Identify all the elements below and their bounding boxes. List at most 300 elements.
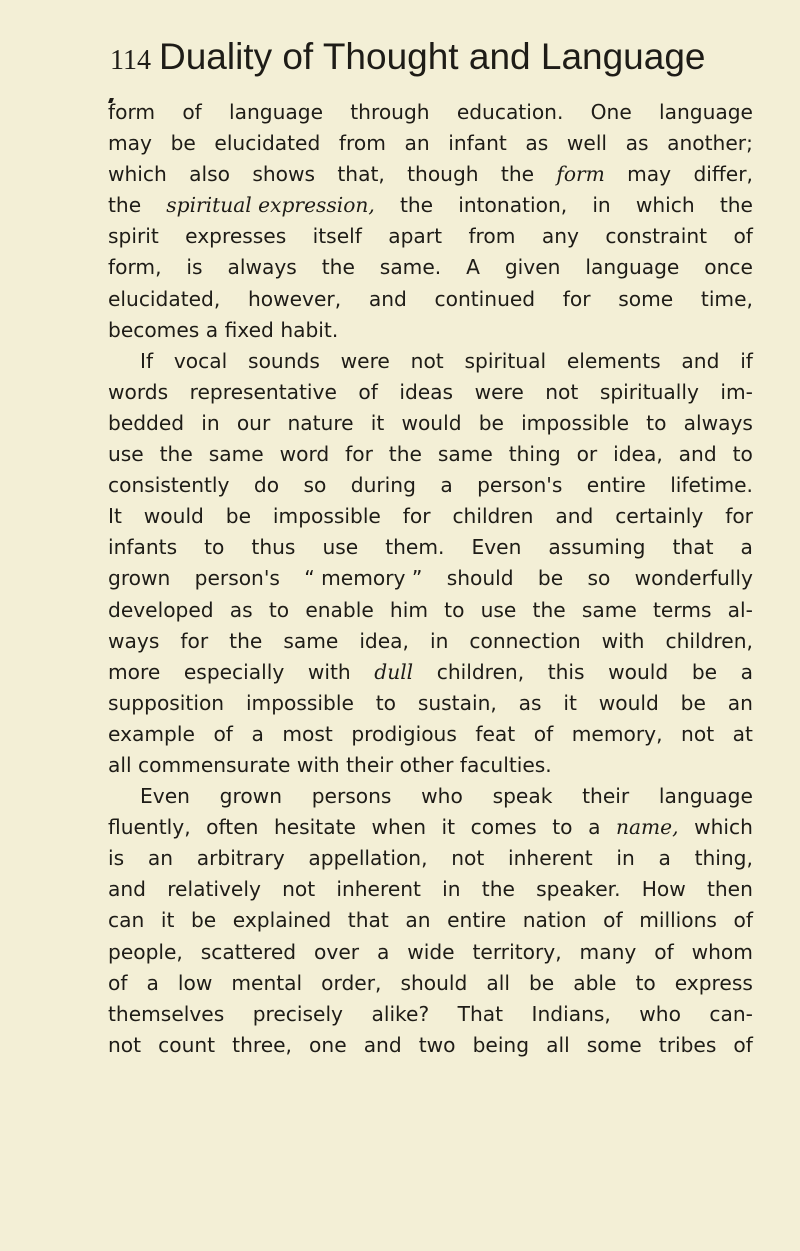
word: some <box>586 1032 642 1057</box>
text-line <box>108 408 753 439</box>
word: wonderfully <box>634 566 753 591</box>
word: one <box>309 1032 347 1057</box>
text-line <box>108 843 753 874</box>
word: the <box>321 255 355 280</box>
word: many <box>579 939 637 964</box>
word: Even <box>140 784 190 809</box>
word: a <box>205 317 219 342</box>
word: commensurate <box>138 752 291 777</box>
body-text <box>108 97 753 1061</box>
word: another; <box>667 131 753 156</box>
word: terms <box>653 597 712 622</box>
word: low <box>177 970 213 995</box>
word: bedded <box>108 410 185 435</box>
word: nature <box>287 410 354 435</box>
word: an <box>147 846 174 871</box>
word: name, <box>615 815 679 840</box>
word: al- <box>727 597 753 622</box>
word: the <box>399 193 434 218</box>
word: to <box>635 970 656 995</box>
word: alike? <box>371 1001 430 1026</box>
word: then <box>706 877 753 902</box>
word: to <box>204 535 225 560</box>
word: a <box>740 535 753 560</box>
word: person's <box>194 566 280 591</box>
word: arbitrary <box>196 846 285 871</box>
word: elucidated <box>214 131 321 156</box>
word: a <box>658 846 671 871</box>
word: A <box>466 255 480 280</box>
word: children, <box>665 628 753 653</box>
word: elements <box>566 348 661 373</box>
word: dull <box>374 659 414 684</box>
running-head <box>110 36 760 78</box>
word: it <box>370 410 385 435</box>
word: connection <box>469 628 581 653</box>
word: It <box>108 504 122 529</box>
word: three, <box>232 1032 292 1057</box>
word: and <box>681 348 720 373</box>
word: being <box>472 1032 530 1057</box>
word: apart <box>388 224 443 249</box>
word: is <box>186 255 203 280</box>
word: as <box>518 690 542 715</box>
word: not <box>545 379 579 404</box>
word: ideas <box>399 379 454 404</box>
word: precisely <box>252 1001 343 1026</box>
word: any <box>541 224 579 249</box>
word: be <box>528 970 555 995</box>
text-line <box>108 563 753 594</box>
word: for <box>725 504 753 529</box>
word: able <box>573 970 617 995</box>
word: enable <box>305 597 374 622</box>
word: form <box>556 162 605 187</box>
word: shows <box>252 162 316 187</box>
word: an <box>404 131 430 156</box>
word: or <box>576 442 598 467</box>
word: feat <box>475 721 516 746</box>
word: thing <box>508 442 561 467</box>
word: differ, <box>693 162 753 187</box>
word: prodigious <box>351 721 457 746</box>
word: example <box>108 721 195 746</box>
word: idea, <box>359 628 409 653</box>
word: in <box>201 410 220 435</box>
word: to <box>552 815 573 840</box>
word: same <box>208 442 264 467</box>
word: of <box>182 100 202 124</box>
word: it <box>563 690 577 715</box>
word: person's <box>477 473 563 498</box>
text-line <box>108 128 753 159</box>
word: for <box>402 504 431 529</box>
word: a <box>440 473 453 498</box>
word: always <box>683 410 753 435</box>
word: of <box>358 379 378 404</box>
text-line <box>108 968 753 999</box>
word: hesitate <box>273 815 356 840</box>
word: an <box>405 908 431 933</box>
word: through <box>350 100 430 124</box>
word: That <box>457 1001 504 1026</box>
text-line <box>108 284 753 315</box>
word: and <box>368 286 407 311</box>
word: would <box>608 659 669 684</box>
word: territory, <box>472 939 562 964</box>
word: in <box>442 877 461 902</box>
word: thus <box>251 535 296 560</box>
word: vocal <box>173 348 228 373</box>
word: speak <box>492 784 553 809</box>
word: be <box>190 908 217 933</box>
word: of <box>733 1032 753 1057</box>
word: can- <box>709 1001 753 1026</box>
word: be <box>537 566 564 591</box>
word: mental <box>231 970 303 995</box>
word: language <box>658 784 753 809</box>
text-line <box>108 750 753 781</box>
word: also <box>189 162 230 187</box>
word: inherent <box>508 846 593 871</box>
word: for <box>562 286 591 311</box>
word: during <box>350 473 416 498</box>
word: of <box>213 721 233 746</box>
word: habit. <box>280 317 339 342</box>
word: in <box>429 628 449 653</box>
word: not <box>681 721 715 746</box>
word: fluently, <box>108 815 191 840</box>
word: infant <box>448 131 507 156</box>
word: representative <box>189 379 337 404</box>
word: education. <box>456 100 564 124</box>
word: well <box>566 131 608 156</box>
word: tribes <box>658 1032 717 1057</box>
word: supposition <box>108 690 225 715</box>
word: of <box>654 939 674 964</box>
word: children, <box>436 659 525 684</box>
word: impossible <box>245 690 354 715</box>
word: to <box>268 597 290 622</box>
word: constraint <box>605 224 708 249</box>
word: “ memory ” <box>304 566 423 591</box>
word: of <box>533 721 554 746</box>
word: a <box>146 970 159 995</box>
word: an <box>727 690 753 715</box>
word: becomes <box>108 317 200 342</box>
word: form, <box>108 255 162 280</box>
word: so <box>303 473 327 498</box>
word: themselves <box>108 1001 225 1026</box>
word: sounds <box>248 348 320 373</box>
word: not <box>108 1032 142 1057</box>
word: developed <box>108 597 214 622</box>
word: Even <box>471 535 522 560</box>
word: thing, <box>694 846 753 871</box>
word: intonation, <box>458 193 568 218</box>
word: and <box>363 1032 402 1057</box>
word: as <box>625 131 649 156</box>
text-line <box>108 874 753 905</box>
word: not <box>451 846 485 871</box>
word: however, <box>247 286 342 311</box>
word: millions <box>639 908 717 933</box>
word: form <box>108 100 156 124</box>
word: not <box>410 348 444 373</box>
word: often <box>206 815 259 840</box>
word: a <box>251 721 264 746</box>
word: of <box>603 908 623 933</box>
text-line <box>108 439 753 470</box>
word: them. <box>385 535 445 560</box>
text-line <box>108 657 753 688</box>
text-line <box>108 781 753 812</box>
word: language <box>658 100 753 124</box>
word: to <box>732 442 753 467</box>
word: for <box>345 442 373 467</box>
word: speaker. <box>536 877 621 902</box>
word: the <box>532 597 566 622</box>
word: to <box>444 597 465 622</box>
word: though <box>407 162 479 187</box>
word: language <box>229 100 324 124</box>
word: to <box>646 410 667 435</box>
word: words <box>108 379 169 404</box>
text-line <box>108 937 753 968</box>
text-line <box>108 1030 753 1061</box>
word: wide <box>407 939 455 964</box>
word: in <box>616 846 635 871</box>
word: which <box>694 815 753 840</box>
text-line <box>108 999 753 1030</box>
word: with <box>296 752 340 777</box>
word: can <box>108 908 145 933</box>
word: should <box>400 970 468 995</box>
word: spiritual expression, <box>166 193 375 218</box>
word: be <box>170 131 196 156</box>
word: entire <box>586 473 646 498</box>
word: order, <box>321 970 382 995</box>
text-line <box>108 221 753 252</box>
word: express <box>674 970 753 995</box>
word: im- <box>720 379 753 404</box>
text-line <box>108 719 753 750</box>
text-line <box>108 377 753 408</box>
word: people, <box>108 939 183 964</box>
word: at <box>732 721 753 746</box>
word: spiritually <box>599 379 699 404</box>
word: their <box>582 784 630 809</box>
word: relatively <box>167 877 261 902</box>
word: all <box>486 970 510 995</box>
word: whom <box>691 939 753 964</box>
page-number: 114 <box>110 45 151 76</box>
text-line <box>108 97 753 128</box>
word: may <box>108 131 152 156</box>
word: same. <box>379 255 442 280</box>
word: given <box>504 255 561 280</box>
word: of <box>108 970 128 995</box>
word: in <box>592 193 611 218</box>
text-line <box>108 626 753 657</box>
word: consistently <box>108 473 230 498</box>
word: time, <box>700 286 753 311</box>
text-line <box>108 812 753 843</box>
text-line <box>108 595 753 626</box>
word: from <box>468 224 516 249</box>
word: most <box>282 721 333 746</box>
word: spirit <box>108 224 159 249</box>
text-line <box>108 532 753 563</box>
word: the <box>229 628 263 653</box>
word: for <box>180 628 209 653</box>
text-line <box>108 159 753 190</box>
word: One <box>590 100 632 124</box>
word: with <box>307 659 351 684</box>
word: were <box>340 348 390 373</box>
word: and <box>678 442 717 467</box>
word: always <box>227 255 297 280</box>
word: may <box>627 162 672 187</box>
word: of <box>733 908 753 933</box>
word: all <box>108 752 132 777</box>
word: be <box>691 659 718 684</box>
word: memory, <box>571 721 663 746</box>
word: explained <box>232 908 332 933</box>
running-title: Duality of Thought and Language <box>158 36 706 77</box>
word: children <box>452 504 534 529</box>
word: continued <box>434 286 536 311</box>
word: elucidated, <box>108 286 221 311</box>
word: same <box>581 597 637 622</box>
word: who <box>421 784 463 809</box>
word: grown <box>219 784 282 809</box>
word: inherent <box>336 877 421 902</box>
word: itself <box>312 224 362 249</box>
word: would <box>401 410 462 435</box>
word: fixed <box>224 317 274 342</box>
text-line <box>108 501 753 532</box>
word: spiritual <box>464 348 547 373</box>
word: the <box>159 442 193 467</box>
word: the <box>481 877 515 902</box>
word: Indians, <box>531 1001 611 1026</box>
word: word <box>279 442 330 467</box>
word: the <box>388 442 422 467</box>
word: from <box>338 131 386 156</box>
word: especially <box>183 659 285 684</box>
word: our <box>236 410 271 435</box>
word: over <box>314 939 360 964</box>
text-line <box>108 470 753 501</box>
word: and <box>108 877 146 902</box>
word: do <box>253 473 280 498</box>
word: it <box>160 908 175 933</box>
word: impossible <box>272 504 381 529</box>
word: other <box>399 752 454 777</box>
word: were <box>474 379 524 404</box>
word: entire <box>447 908 507 933</box>
word: impossible <box>521 410 630 435</box>
word: that <box>347 908 389 933</box>
word: as <box>229 597 253 622</box>
word: that, <box>337 162 385 187</box>
word: be <box>680 690 706 715</box>
word: their <box>346 752 394 777</box>
word: some <box>618 286 674 311</box>
word: a <box>376 939 390 964</box>
word: expresses <box>185 224 287 249</box>
word: appellation, <box>308 846 428 871</box>
word: as <box>525 131 549 156</box>
word: count <box>158 1032 216 1057</box>
word: should <box>446 566 514 591</box>
text-line <box>108 190 753 221</box>
word: the <box>108 193 142 218</box>
word: use <box>108 442 144 467</box>
word: to <box>375 690 396 715</box>
word: faculties. <box>459 752 552 777</box>
text-line <box>108 252 753 283</box>
word: more <box>108 659 161 684</box>
word: be <box>478 410 504 435</box>
word: and <box>555 504 594 529</box>
text-line <box>108 688 753 719</box>
word: of <box>733 224 753 249</box>
word: once <box>704 255 753 280</box>
word: a <box>740 659 753 684</box>
word: sustain, <box>417 690 497 715</box>
word: nation <box>522 908 587 933</box>
word: scattered <box>200 939 297 964</box>
word: certainly <box>615 504 704 529</box>
word: a <box>588 815 601 840</box>
word: the <box>500 162 535 187</box>
text-line <box>108 315 753 346</box>
word: lifetime. <box>670 473 753 498</box>
word: would <box>598 690 659 715</box>
word: comes <box>470 815 537 840</box>
word: when <box>371 815 426 840</box>
word: two <box>418 1032 456 1057</box>
word: use <box>322 535 359 560</box>
word: the <box>719 193 753 218</box>
word: if <box>740 348 753 373</box>
word: same <box>283 628 339 653</box>
word: that <box>672 535 714 560</box>
word: assuming <box>548 535 646 560</box>
word: idea, <box>613 442 663 467</box>
word: If <box>140 348 154 373</box>
word: it <box>441 815 456 840</box>
word: him <box>389 597 428 622</box>
word: is <box>108 846 125 871</box>
word: same <box>437 442 493 467</box>
word: who <box>639 1001 681 1026</box>
word: this <box>547 659 585 684</box>
word: not <box>282 877 316 902</box>
word: would <box>143 504 204 529</box>
word: language <box>585 255 680 280</box>
word: infants <box>108 535 178 560</box>
word: which <box>635 193 695 218</box>
word: so <box>587 566 611 591</box>
word: be <box>225 504 252 529</box>
word: with <box>601 628 645 653</box>
word: which <box>108 162 167 187</box>
text-line <box>108 346 753 377</box>
word: How <box>641 877 686 902</box>
